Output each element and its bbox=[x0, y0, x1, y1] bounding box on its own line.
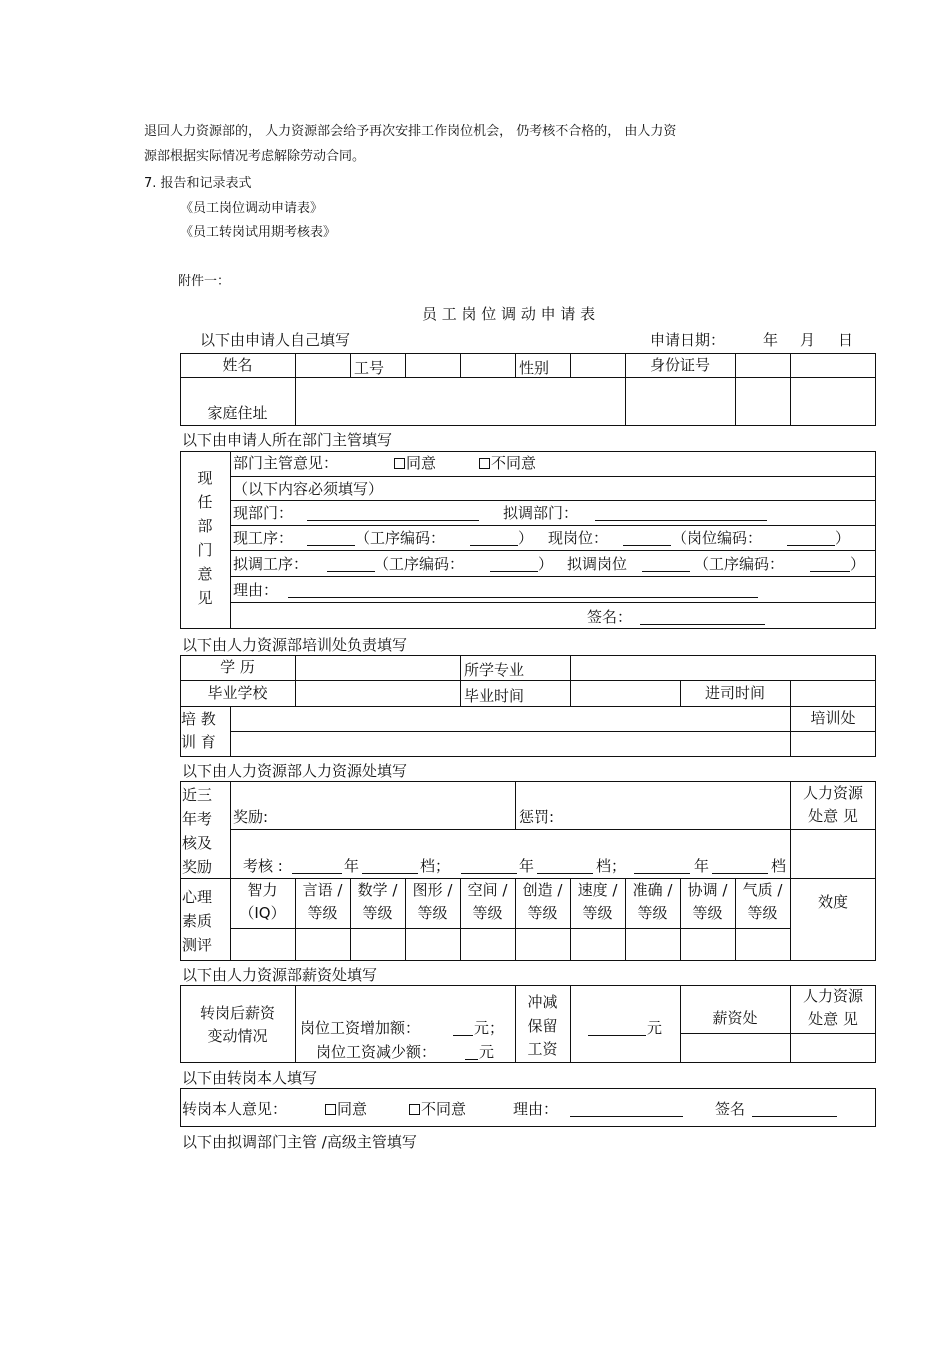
record-item-2: 《员工转岗试用期考核表》 bbox=[180, 225, 337, 240]
psych-col-speed: 速度 / 等级 bbox=[577, 881, 618, 922]
dept-side-label: 现 任 部 门 意 见 bbox=[197, 469, 213, 607]
self-reason-label: 理由： bbox=[513, 1100, 559, 1118]
checkbox-icon[interactable] bbox=[479, 458, 490, 469]
appraisal-side-label: 近三 年考 核及 奖励 bbox=[182, 786, 213, 876]
self-reason-field[interactable] bbox=[570, 1116, 683, 1117]
section-title: 7. 报告和记录表式 bbox=[144, 176, 252, 191]
required-note: （以下内容必须填写） bbox=[233, 480, 384, 498]
year-label: 年 bbox=[344, 857, 360, 875]
grade-label: 档 bbox=[771, 857, 787, 875]
grade-label: 档； bbox=[596, 857, 627, 875]
agree-option[interactable]: 同意 bbox=[394, 452, 436, 473]
appraisal-grade-3-field[interactable] bbox=[712, 873, 768, 874]
psych-col-accuracy: 准确 / 等级 bbox=[632, 881, 673, 922]
target-process-code-field[interactable] bbox=[490, 571, 538, 572]
target-process-label: 拟调工序： bbox=[233, 555, 309, 573]
wage-decrease-field[interactable] bbox=[465, 1059, 478, 1060]
appraisal-year-1-field[interactable] bbox=[292, 873, 342, 874]
signature-label: 签名： bbox=[587, 608, 633, 626]
year-label: 年 bbox=[519, 857, 535, 875]
wage-increase-unit: 元； bbox=[474, 1019, 505, 1037]
reason-label: 理由： bbox=[233, 581, 279, 599]
disagree-option[interactable]: 不同意 bbox=[479, 452, 536, 473]
process-code-label: （工序编码： bbox=[374, 555, 465, 573]
offset-amount-field[interactable] bbox=[588, 1035, 646, 1036]
self-agree-option[interactable]: 同意 bbox=[325, 1098, 367, 1119]
apply-day: 日 bbox=[838, 331, 854, 349]
cur-post-code-field[interactable] bbox=[787, 545, 835, 546]
cur-process-field[interactable] bbox=[307, 545, 355, 546]
offset-yuan: 元 bbox=[647, 1019, 663, 1037]
post-code-label: （岗位编码： bbox=[672, 529, 763, 547]
emp-no-label: 工号 bbox=[354, 359, 385, 377]
cur-process-label: 现工序： bbox=[233, 529, 294, 547]
close-paren: ） bbox=[518, 529, 534, 547]
validity-label: 效度 bbox=[817, 893, 848, 911]
wage-increase-label: 岗位工资增加额： bbox=[300, 1019, 421, 1037]
checkbox-icon[interactable] bbox=[409, 1104, 420, 1115]
cur-dept-label: 现部门： bbox=[233, 504, 294, 522]
address-label: 家庭住址 bbox=[207, 404, 268, 422]
major-label: 所学专业 bbox=[464, 661, 525, 679]
salary-change-label: 转岗后薪资 变动情况 bbox=[199, 1004, 275, 1045]
join-time-label: 进司时间 bbox=[704, 684, 765, 702]
form-title: 员 工 岗 位 调 动 申 请 表 bbox=[422, 305, 596, 323]
education-label: 学 历 bbox=[220, 658, 255, 676]
appraisal-grade-2-field[interactable] bbox=[537, 873, 593, 874]
target-post-code-field[interactable] bbox=[810, 571, 850, 572]
gender-label: 性别 bbox=[519, 359, 550, 377]
appraisal-year-3-field[interactable] bbox=[634, 873, 690, 874]
hr-opinion-label-salary: 人力资源 处意 见 bbox=[802, 987, 863, 1028]
apply-date-label: 申请日期： bbox=[650, 331, 726, 349]
train-side-label: 培 教 训 育 bbox=[181, 710, 216, 751]
reason-field[interactable] bbox=[288, 597, 758, 598]
wage-increase-field[interactable] bbox=[453, 1035, 473, 1036]
year-label: 年 bbox=[694, 857, 710, 875]
self-note: 以下由转岗本人填写 bbox=[182, 1069, 318, 1087]
psych-col-math: 数学 / 等级 bbox=[357, 881, 398, 922]
dept-note: 以下由申请人所在部门主管填写 bbox=[182, 431, 393, 449]
signature-field[interactable] bbox=[640, 624, 765, 625]
psych-col-verbal: 言语 / 等级 bbox=[302, 881, 343, 922]
target-post-label: 拟调岗位 bbox=[567, 555, 628, 573]
wage-decrease-unit: 元 bbox=[479, 1043, 495, 1061]
cur-dept-field[interactable] bbox=[307, 520, 479, 521]
intro-line-1: 退回人力资源部的， 人力资源部会给予再次安排工作岗位机会， 仍考核不合格的， 由人力资 bbox=[144, 124, 677, 139]
process-code-label: （工序编码： bbox=[355, 529, 446, 547]
psych-col-graphic: 图形 / 等级 bbox=[412, 881, 453, 922]
punish-label: 惩罚: bbox=[519, 808, 555, 826]
process-code-label: （工序编码： bbox=[694, 555, 785, 573]
self-sign-label: 签名 bbox=[715, 1100, 746, 1118]
name-label: 姓名 bbox=[222, 356, 253, 374]
cur-process-code-field[interactable] bbox=[470, 545, 518, 546]
self-disagree-option[interactable]: 不同意 bbox=[409, 1098, 466, 1119]
target-post-field[interactable] bbox=[642, 571, 690, 572]
training-note: 以下由人力资源部培训处负责填写 bbox=[182, 636, 408, 654]
psych-col-temperament: 气质 / 等级 bbox=[742, 881, 783, 922]
record-item-1: 《员工岗位调动申请表》 bbox=[180, 201, 324, 216]
apply-month: 月 bbox=[800, 331, 816, 349]
self-sign-field[interactable] bbox=[752, 1116, 837, 1117]
appraisal-label: 考核 : bbox=[243, 857, 283, 875]
salary-dept-label: 薪资处 bbox=[712, 1009, 758, 1027]
training-dept-label: 培训处 bbox=[810, 709, 856, 727]
hr-note: 以下由人力资源部人力资源处填写 bbox=[182, 762, 408, 780]
apply-year: 年 bbox=[763, 331, 779, 349]
close-paren: ） bbox=[538, 555, 554, 573]
school-label: 毕业学校 bbox=[207, 684, 268, 702]
wage-decrease-label: 岗位工资减少额： bbox=[316, 1043, 437, 1061]
psych-col-creativity: 创造 / 等级 bbox=[522, 881, 563, 922]
target-process-field[interactable] bbox=[327, 571, 375, 572]
target-dept-field[interactable] bbox=[595, 520, 767, 521]
psych-col-coordination: 协调 / 等级 bbox=[687, 881, 728, 922]
appraisal-grade-1-field[interactable] bbox=[362, 873, 418, 874]
supervisor-opinion-label: 部门主管意见： bbox=[233, 454, 339, 472]
intro-line-2: 源部根据实际情况考虑解除劳动合同。 bbox=[144, 149, 366, 164]
appraisal-year-2-field[interactable] bbox=[461, 873, 517, 874]
cur-post-label: 现岗位： bbox=[548, 529, 609, 547]
reward-label: 奖励: bbox=[233, 808, 269, 826]
hr-opinion-label: 人力资源 处意 见 bbox=[802, 784, 863, 825]
id-no-label: 身份证号 bbox=[649, 356, 710, 374]
target-supervisor-note: 以下由拟调部门主管 /高级主管填写 bbox=[182, 1133, 417, 1151]
applicant-note: 以下由申请人自己填写 bbox=[200, 331, 351, 349]
psych-col-iq: 智力 （IQ） bbox=[239, 881, 286, 922]
close-paren: ） bbox=[835, 529, 851, 547]
target-dept-label: 拟调部门： bbox=[503, 504, 579, 522]
close-paren: ） bbox=[850, 555, 866, 573]
grad-time-label: 毕业时间 bbox=[464, 687, 525, 705]
checkbox-icon[interactable] bbox=[394, 458, 405, 469]
self-opinion-label: 转岗本人意见： bbox=[182, 1100, 288, 1118]
checkbox-icon[interactable] bbox=[325, 1104, 336, 1115]
attachment-label: 附件一： bbox=[178, 274, 231, 289]
psych-col-spatial: 空间 / 等级 bbox=[467, 881, 508, 922]
salary-note: 以下由人力资源部薪资处填写 bbox=[182, 966, 378, 984]
address-field[interactable] bbox=[296, 378, 624, 425]
offset-label: 冲减 保留 工资 bbox=[527, 993, 558, 1058]
psych-side-label: 心理 素质 测评 bbox=[182, 888, 213, 954]
cur-post-field[interactable] bbox=[623, 545, 671, 546]
grade-label: 档； bbox=[420, 857, 451, 875]
